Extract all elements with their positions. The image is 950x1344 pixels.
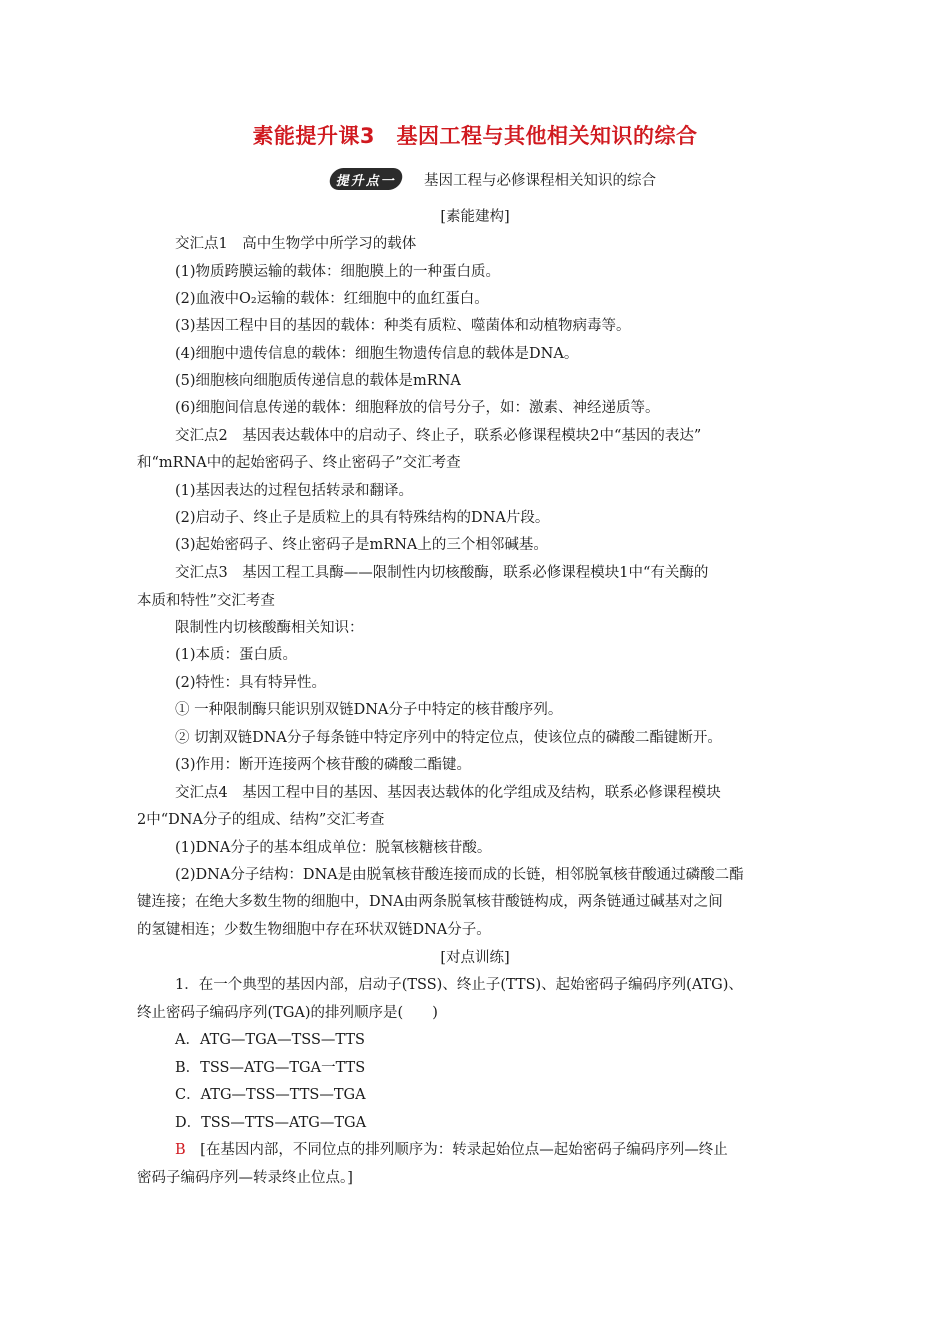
option-c: C．ATG—TSS—TTS—TGA xyxy=(175,1087,366,1103)
text-line: 交汇点1 高中生物学中所学习的载体 xyxy=(175,236,417,252)
page-title: 素能提升课3 基因工程与其他相关知识的综合 xyxy=(252,124,698,148)
answer-letter: B xyxy=(175,1142,186,1158)
text-line: (6)细胞间信息传递的载体：细胞释放的信号分子，如：激素、神经递质等。 xyxy=(175,400,660,416)
text-line: (4)细胞中遗传信息的载体：细胞生物遗传信息的载体是DNA。 xyxy=(175,346,579,362)
section-badge xyxy=(328,168,405,190)
text-line: 键连接；在绝大多数生物的细胞中，DNA由两条脱氧核苷酸链构成，两条链通过碱基对之间 xyxy=(137,894,723,910)
heading-build: [素能建构] xyxy=(440,209,510,225)
text-line: (1)DNA分子的基本组成单位：脱氧核糖核苷酸。 xyxy=(175,840,492,856)
option-a: A．ATG—TGA—TSS—TTS xyxy=(175,1032,365,1048)
text-line: (2)特性：具有特异性。 xyxy=(175,675,327,691)
text-line: (3)作用：断开连接两个核苷酸的磷酸二酯键。 xyxy=(175,757,472,773)
text-line: 2中“DNA分子的组成、结构”交汇考查 xyxy=(137,812,385,828)
heading-training: [对点训练] xyxy=(440,950,510,966)
text-line: (2)DNA分子结构：DNA是由脱氧核苷酸连接而成的长链，相邻脱氧核苷酸通过磷酸二酯 xyxy=(175,867,744,883)
text-line: (3)基因工程中目的基因的载体：种类有质粒、噬菌体和动植物病毒等。 xyxy=(175,318,631,334)
badge-char: 一 xyxy=(379,173,397,189)
text-line: (2)启动子、终止子是质粒上的具有特殊结构的DNA片段。 xyxy=(175,510,550,526)
option-d: D．TSS—TTS—ATG—TGA xyxy=(175,1115,367,1131)
question-stem: 1．在一个典型的基因内部，启动子(TSS)、终止子(TTS)、起始密码子编码序列(ATG)、 xyxy=(175,977,743,993)
text-line: 限制性内切核酸酶相关知识： xyxy=(175,620,364,636)
explanation: 密码子编码序列—转录终止位点。] xyxy=(137,1170,353,1186)
text-line: 和“mRNA中的起始密码子、终止密码子”交汇考查 xyxy=(137,455,461,471)
text-line: ② 切割双链DNA分子每条链中特定序列中的特定位点，使该位点的磷酸二酯键断开。 xyxy=(175,730,722,746)
badge-char: 点 xyxy=(364,173,382,189)
text-line: (1)基因表达的过程包括转录和翻译。 xyxy=(175,483,414,499)
explanation: [在基因内部，不同位点的排列顺序为：转录起始位点—起始密码子编码序列—终止 xyxy=(200,1142,728,1158)
text-line: (5)细胞核向细胞质传递信息的载体是mRNA xyxy=(175,373,461,389)
text-line: (2)血液中O₂运输的载体：红细胞中的血红蛋白。 xyxy=(175,291,489,307)
text-line: 本质和特性”交汇考查 xyxy=(137,593,275,609)
text-line: (1)物质跨膜运输的载体：细胞膜上的一种蛋白质。 xyxy=(175,264,501,280)
section-title: 基因工程与必修课程相关知识的综合 xyxy=(424,172,656,189)
badge-char: 升 xyxy=(349,173,367,189)
text-line: 交汇点3 基因工程工具酶——限制性内切核酸酶，联系必修课程模块1中“有关酶的 xyxy=(175,565,709,581)
text-line: (1)本质：蛋白质。 xyxy=(175,647,298,663)
text-line: 交汇点2 基因表达载体中的启动子、终止子，联系必修课程模块2中“基因的表达” xyxy=(175,428,702,444)
section-header xyxy=(330,166,656,192)
text-line: 交汇点4 基因工程中目的基因、基因表达载体的化学组成及结构，联系必修课程模块 xyxy=(175,785,721,801)
answer-line xyxy=(175,1140,728,1160)
text-line: ① 一种限制酶只能识别双链DNA分子中特定的核苷酸序列。 xyxy=(175,702,563,718)
option-b: B．TSS—ATG—TGA一TTS xyxy=(175,1060,366,1076)
text-line: (3)起始密码子、终止密码子是mRNA上的三个相邻碱基。 xyxy=(175,537,548,553)
question-stem: 终止密码子编码序列(TGA)的排列顺序是( ) xyxy=(137,1005,438,1021)
badge-char: 提 xyxy=(334,173,352,189)
text-line: 的氢键相连；少数生物细胞中存在环状双链DNA分子。 xyxy=(137,922,491,938)
